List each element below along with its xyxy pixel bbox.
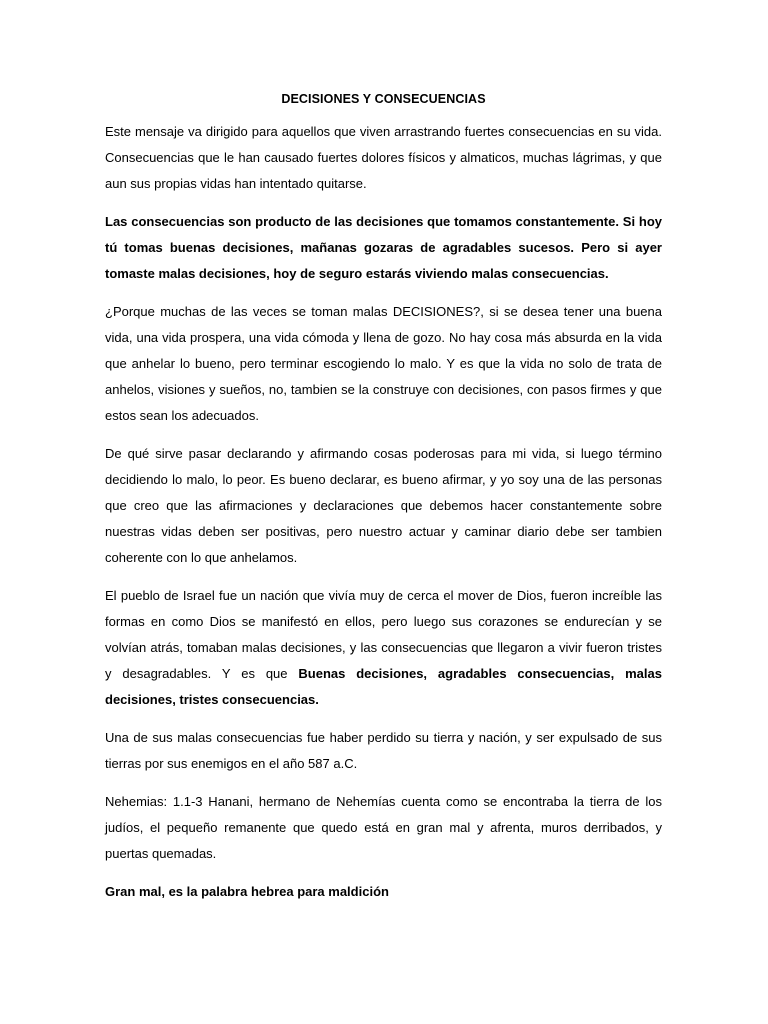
paragraph-nehemias: Nehemias: 1.1-3 Hanani, hermano de Nehemías cuenta como se encontraba la tierra de los judíos, el pequeño remanente que quedo está en gran mal y afrenta, muros derribados, y puertas quemadas. [105, 794, 662, 861]
paragraph-lost-land: Una de sus malas consecuencias fue haber perdido su tierra y nación, y ser expulsado de sus tierras por sus enemigos en el año 587 a.C. [105, 730, 662, 771]
paragraph-bad-decisions-question: ¿Porque muchas de las veces se toman malas DECISIONES?, si se desea tener una buena vida, una vida prospera, una vida cómoda y llena de gozo. No hay cosa más absurda en la vida que anhelar lo bueno, pero terminar escogiendo lo malo. Y es que la vida no solo de trata de anhelos, visiones y sueños, no, tambien se la construye con decisiones, con pasos firmes y que estos sean los adecuados. [105, 304, 662, 423]
document-body [105, 86, 662, 917]
paragraph-israel [105, 583, 662, 713]
paragraph-declaring: De qué sirve pasar declarando y afirmando cosas poderosas para mi vida, si luego término decidiendo lo malo, lo peor. Es bueno declarar, es bueno afirmar, y yo soy una de las personas que creo que las afirmaciones y declaraciones que debemos hacer constantemente sobre nuestras vidas deben ser positivas, pero nuestro actuar y caminar diario debe ser tambien coherente con lo que anhelamos. [105, 446, 662, 565]
document-title: DECISIONES Y CONSECUENCIAS [281, 92, 486, 106]
paragraph-israel-bold-tail: Buenas decisiones, agradables consecuencias, malas decisiones, tristes consecuencias. [105, 666, 662, 707]
paragraph-israel-text: El pueblo de Israel fue un nación que vivía muy de cerca el mover de Dios, fueron increíble las formas en como Dios se manifestó en ellos, pero luego sus corazones se endurecían y se volvían atrás, tomaban malas decisiones, y las consecuencias que llegaron a vivir fueron tristes y desagradables. Y es que [105, 588, 662, 681]
paragraph-intro: Este mensaje va dirigido para aquellos que viven arrastrando fuertes consecuencias en su vida. Consecuencias que le han causado fuertes dolores físicos y almaticos, muchas lágrimas, y que aun sus propias vidas han intentado quitarse. [105, 124, 662, 191]
paragraph-gran-mal: Gran mal, es la palabra hebrea para maldición [105, 884, 389, 899]
paragraph-consequences-bold: Las consecuencias son producto de las decisiones que tomamos constantemente. Si hoy tú tomas buenas decisiones, mañanas gozaras de agradables sucesos. Pero si ayer tomaste malas decisiones, hoy de seguro estarás viviendo malas consecuencias. [105, 214, 662, 281]
